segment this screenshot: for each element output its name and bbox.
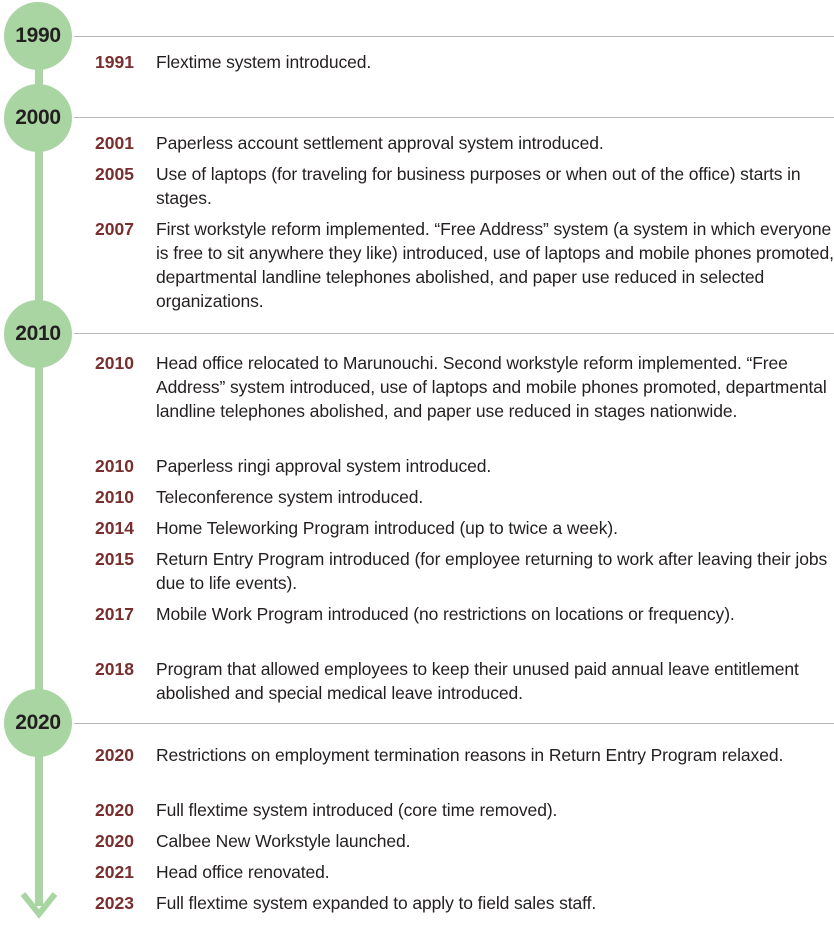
event-year: 2007 [95,219,134,239]
event-description: Teleconference system introduced. [156,487,424,507]
event-year: 2023 [95,893,134,913]
event-year: 2001 [95,133,134,153]
decade-divider [74,117,834,118]
event-year: 2020 [95,800,134,820]
event-description: Paperless ringi approval system introduced. [156,456,492,476]
event-description: Restrictions on employment termination reasons in Return Entry Program relaxed. [156,745,784,765]
event-year: 2017 [95,604,134,624]
event-year: 2010 [95,456,134,476]
event-description: First workstyle reform implemented. “Free Address” system (a system in which everyone is free to sit anywhere they like) introduced, use of laptops and mobile phones promoted, departmental landline telephones abolished, and paper use reduced in selected organizations. [156,219,834,311]
event-description: Full flextime system introduced (core time removed). [156,800,558,820]
event-description: Paperless account settlement approval system introduced. [156,133,604,153]
event-year: 2021 [95,862,134,882]
decade-divider [74,333,834,334]
decade-divider [74,36,834,37]
event-description: Full flextime system expanded to apply to field sales staff. [156,893,597,913]
event-year: 2010 [95,353,134,373]
timeline-line [35,36,43,906]
decade-divider [74,723,834,724]
event-description: Head office renovated. [156,862,330,882]
event-description: Return Entry Program introduced (for employee returning to work after leaving their jobs due to life events). [156,549,828,593]
event-year: 2010 [95,487,134,507]
event-year: 1991 [95,52,134,72]
event-description: Mobile Work Program introduced (no restrictions on locations or frequency). [156,604,735,624]
decade-badge-2020: 2020 [4,689,72,757]
event-description: Flextime system introduced. [156,52,372,72]
decade-badge-1990: 1990 [4,2,72,70]
timeline-arrow-icon [20,890,58,920]
event-year: 2015 [95,549,134,569]
event-description: Calbee New Workstyle launched. [156,831,411,851]
decade-badge-2010: 2010 [4,300,72,368]
event-year: 2014 [95,518,134,538]
decade-badge-2000: 2000 [4,84,72,152]
event-description: Home Teleworking Program introduced (up to twice a week). [156,518,618,538]
event-description: Head office relocated to Marunouchi. Second workstyle reform implemented. “Free Address” system introduced, use of laptops and mobile phones promoted, departmental landline telephones abolished, and paper use reduced in stages nationwide. [156,353,827,421]
event-year: 2020 [95,745,134,765]
event-year: 2018 [95,659,134,679]
event-description: Program that allowed employees to keep their unused paid annual leave entitlement abolished and special medical leave introduced. [156,659,799,703]
event-year: 2005 [95,164,134,184]
event-year: 2020 [95,831,134,851]
event-description: Use of laptops (for traveling for business purposes or when out of the office) starts in stages. [156,164,801,208]
